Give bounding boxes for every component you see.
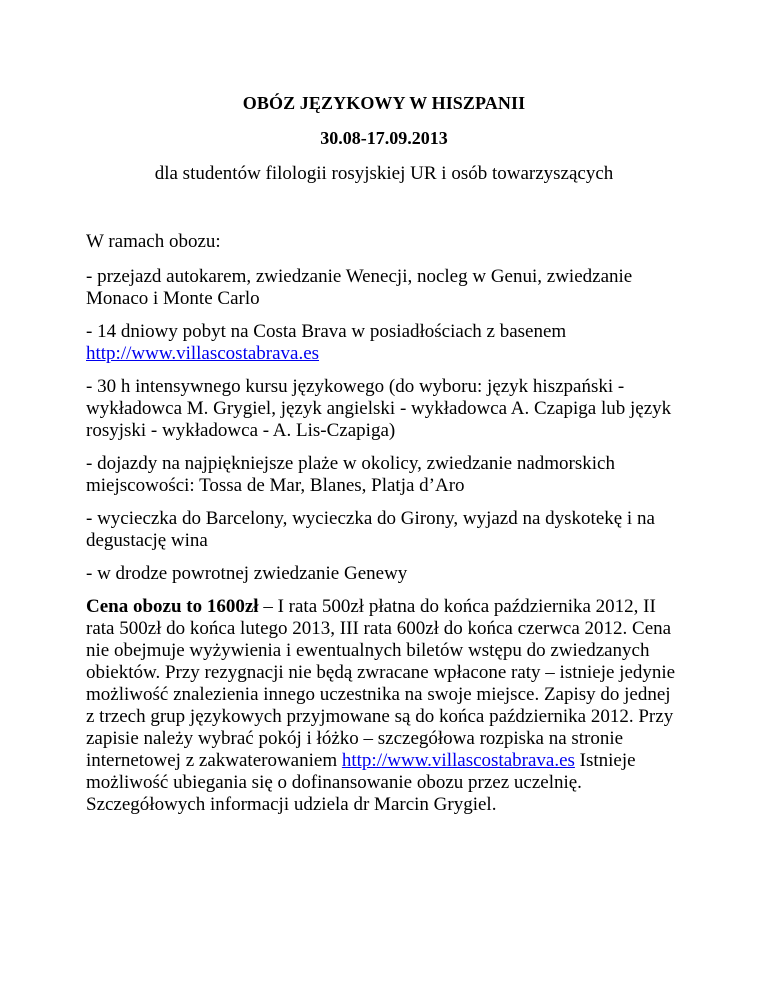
document-title: OBÓZ JĘZYKOWY W HISZPANII [242, 93, 526, 113]
list-item-text: - 14 dniowy pobyt na Costa Brava w posiadłościach z basenem [86, 321, 567, 342]
price-heading: Cena obozu to 1600zł [86, 596, 259, 617]
list-item-text: - 30 h intensywnego kursu językowego (do wyboru: język hiszpański - wykładowca M. Grygiel, język angielski - wykładowca A. Czapiga lub język rosyjski - wykładowca - A. Lis-Czapiga) [86, 376, 672, 441]
list-item-text: - przejazd autokarem, zwiedzanie Wenecji, nocleg w Genui, zwiedzanie Monaco i Monte Carlo [86, 266, 633, 309]
list-item-beaches [86, 453, 682, 497]
list-item-travel [86, 266, 682, 310]
document-subtitle: dla studentów filologii rosyjskiej UR i osób towarzyszących [154, 163, 614, 184]
list-item-text: - w drodze powrotnej zwiedzanie Genewy [86, 563, 408, 584]
list-item-trips [86, 508, 682, 552]
accommodation-link[interactable]: http://www.villascostabrava.es [341, 750, 575, 771]
list-item-text: - wycieczka do Barcelony, wycieczka do Girony, wyjazd na dyskotekę i na degustację wina [86, 508, 655, 551]
list-item-text: - dojazdy na najpiękniejsze plaże w okolicy, zwiedzanie nadmorskich miejscowości: Tossa de Mar, Blanes, Platja d’Aro [86, 453, 615, 496]
funding-info: Istnieje możliwość ubiegania się o dofinansowanie obozu przez uczelnię. Szczegółowych informacji udziela dr Marcin Grygiel. [86, 750, 636, 815]
price-paragraph [86, 596, 682, 816]
list-item-return [86, 563, 682, 585]
price-details: – I rata 500zł płatna do końca października 2012, II rata 500zł do końca lutego 2013, III rata 600zł do końca czerwca 2012. Cena nie obejmuje wyżywienia i ewentualnych biletów wstępu do zwiedzanych obiektów. Przy rezygnacji nie będą zwracane wpłacone raty – istnieje jedynie możliwość znalezienia innego uczestnika na swoje miejsce. Zapisy do jednej z trzech grup językowych przyjmowane są do końca października 2012. Przy zapisie należy wybrać pokój i łóżko – szczegółowa rozpiska na stronie internetowej z zakwaterowaniem [86, 596, 676, 771]
intro-text: W ramach obozu: [86, 231, 221, 252]
camp-dates: 30.08-17.09.2013 [320, 128, 448, 148]
list-item-course [86, 376, 682, 442]
villas-link[interactable]: http://www.villascostabrava.es [86, 343, 320, 364]
list-item-stay [86, 321, 682, 365]
